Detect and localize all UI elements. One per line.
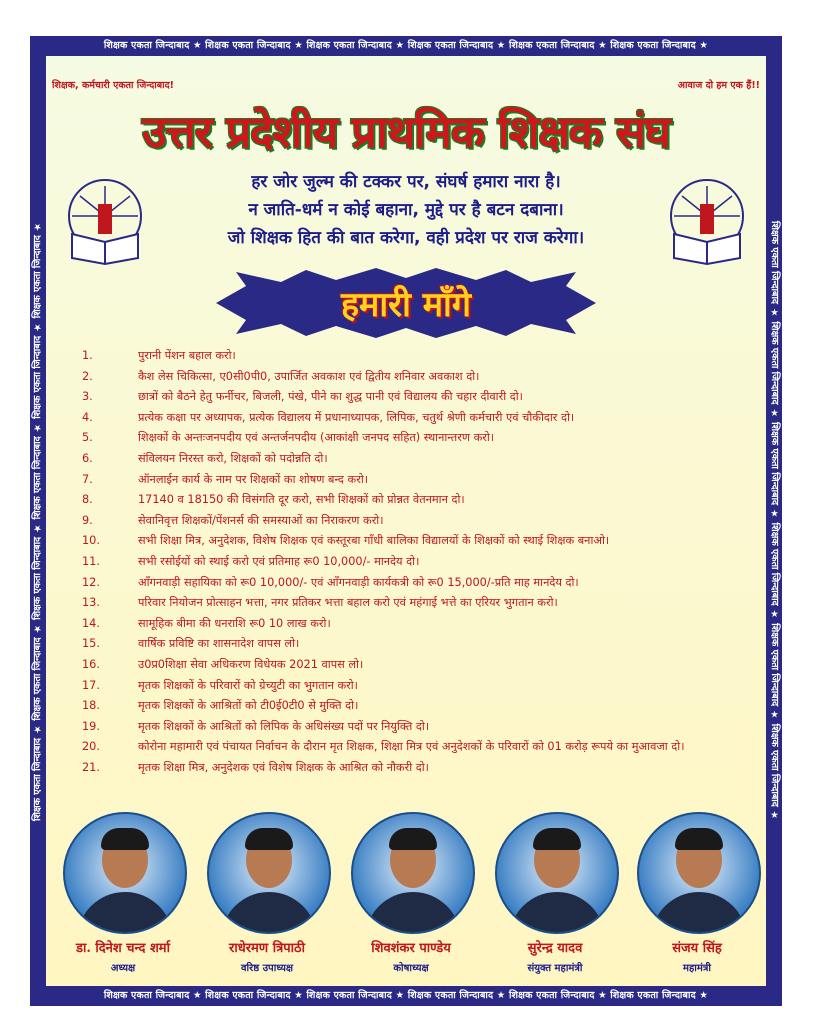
demand-item <box>82 531 752 552</box>
portrait-photo <box>207 812 331 934</box>
demand-item <box>82 758 752 779</box>
demand-number: 19. <box>82 719 100 733</box>
poster-frame <box>30 36 782 1006</box>
poster-title: उत्तर प्रदेशीय प्राथमिक शिक्षक संघ <box>142 107 670 158</box>
demand-number: 12. <box>82 575 100 589</box>
demand-text: सभी शिक्षा मित्र, अनुदेशक, विशेष शिक्षक एवं कस्तूरबा गाँधी बालिका विद्यालयों के शिक्षकों को स्थाई शिक्षक बनाओ। <box>138 534 610 548</box>
demand-number: 10. <box>82 534 100 548</box>
demand-item <box>82 449 752 470</box>
person-role: कोषाध्यक्ष <box>393 963 429 974</box>
demand-number: 3. <box>82 390 93 404</box>
demand-number: 21. <box>82 760 100 774</box>
demand-number: 15. <box>82 637 100 651</box>
portrait-photo <box>351 812 475 934</box>
demand-item <box>82 367 752 388</box>
border-top-text: शिक्षक एकता जिन्दाबाद ★ शिक्षक एकता जिन्दाबाद ★ शिक्षक एकता जिन्दाबाद ★ शिक्षक एकता जिन्दाबाद ★ शिक्षक एकता जिन्दाबाद ★ शिक्षक एकता जिन्दाबाद ★ <box>103 40 709 51</box>
person-name: शिवशंकर पाण्डेय <box>371 941 451 956</box>
demand-item <box>82 490 752 511</box>
slogan-line: न जाति-धर्म न कोई बहाना, मुद्दे पर है बटन दबाना। <box>248 200 564 220</box>
demand-item <box>82 593 752 614</box>
slogan-line: जो शिक्षक हित की बात करेगा, वही प्रदेश पर राज करेगा। <box>227 228 585 248</box>
union-logo-left <box>60 176 150 266</box>
demand-text: सभी रसोईयों को स्थाई करो एवं प्रतिमाह रू0 10,000/- मानदेय दो। <box>138 554 420 568</box>
demand-text: आँगनवाड़ी सहायिका को रू0 10,000/- एवं आँगनवाड़ी कार्यकत्री को रू0 15,000/-प्रति माह मानदेय दो। <box>138 575 579 589</box>
person-role: संयुक्त महामंत्री <box>527 963 583 974</box>
demand-item <box>82 346 752 367</box>
border-left-text: शिक्षक एकता जिन्दाबाद ★ शिक्षक एकता जिन्दाबाद ★ शिक्षक एकता जिन्दाबाद ★ शिक्षक एकता जिन्दाबाद ★ शिक्षक एकता जिन्दाबाद ★ शिक्षक एकता जिन्दाबाद ★ <box>32 220 43 822</box>
demand-item <box>82 552 752 573</box>
demand-number: 1. <box>82 349 93 362</box>
demand-item <box>82 676 752 697</box>
union-logo-right <box>662 176 752 266</box>
slogans <box>166 168 646 252</box>
person-name: सुरेन्द्र यादव <box>527 941 583 956</box>
demand-number: 13. <box>82 596 100 610</box>
demands-banner-text: हमारी माँगे <box>340 285 472 325</box>
tagline-left: शिक्षक, कर्मचारी एकता जिन्दाबाद! <box>52 80 175 91</box>
slogan-line: हर जोर जुल्म की टक्कर पर, संघर्ष हमारा नारा है। <box>251 172 561 192</box>
person-role: महामंत्री <box>683 963 711 974</box>
demand-number: 8. <box>82 493 93 507</box>
demand-text: प्रत्येक कक्षा पर अध्यापक, प्रत्येक विद्यालय में प्रधानाध्यापक, लिपिक, चतुर्थ श्रेणी कर्मचारी एवं चौकीदार दो। <box>138 410 575 424</box>
demand-item <box>82 737 752 758</box>
office-bearer <box>492 812 618 982</box>
office-bearer <box>204 812 330 982</box>
demand-item <box>82 387 752 408</box>
demand-text: कोरोना महामारी एवं पंचायत निर्वाचन के दौरान मृत शिक्षक, शिक्षा मित्र एवं अनुदेशकों के परिवारों को 01 करोड़ रूपये का मुआवजा दो। <box>138 740 685 754</box>
demand-text: ऑनलाईन कार्य के नाम पर शिक्षकों का शोषण बन्द करो। <box>138 472 369 486</box>
demand-text: शिक्षकों के अन्तःजनपदीय एवं अन्तर्जनपदीय (आकांक्षी जनपद सहित) स्थानान्तरण करो। <box>138 431 495 445</box>
demand-item <box>82 655 752 676</box>
demand-item <box>82 511 752 532</box>
portrait-photo <box>495 812 619 934</box>
demand-number: 14. <box>82 616 100 630</box>
tagline-right: आवाज दो हम एक हैं!! <box>677 80 760 91</box>
person-name: डा. दिनेश चन्द शर्मा <box>76 941 170 956</box>
person-name: संजय सिंह <box>672 941 722 956</box>
demand-item <box>82 717 752 738</box>
demand-number: 5. <box>82 431 93 445</box>
demands-list <box>82 346 752 778</box>
border-right-text: शिक्षक एकता जिन्दाबाद ★ शिक्षक एकता जिन्दाबाद ★ शिक्षक एकता जिन्दाबाद ★ शिक्षक एकता जिन्दाबाद ★ शिक्षक एकता जिन्दाबाद ★ शिक्षक एकता जिन्दाबाद ★ <box>769 220 780 822</box>
border-bottom-text: शिक्षक एकता जिन्दाबाद ★ शिक्षक एकता जिन्दाबाद ★ शिक्षक एकता जिन्दाबाद ★ शिक्षक एकता जिन्दाबाद ★ शिक्षक एकता जिन्दाबाद ★ शिक्षक एकता जिन्दाबाद ★ <box>103 990 709 1001</box>
portrait-photo <box>63 812 187 934</box>
demand-text: परिवार नियोजन प्रोत्साहन भत्ता, नगर प्रतिकर भत्ता बहाल करो एवं महंगाई भत्ते का एरियर भुगतान करो। <box>138 596 558 610</box>
demand-number: 4. <box>82 410 93 424</box>
demand-text: सेवानिवृत्त शिक्षकों/पेंशनर्स की समस्याओं का निराकरण करो। <box>138 513 384 527</box>
demand-text: 17140 व 18150 की विसंगति दूर करो, सभी शिक्षकों को प्रोन्नत वेतनमान दो। <box>138 493 465 507</box>
person-role: अध्यक्ष <box>110 963 136 974</box>
demand-text: सामूहिक बीमा की धनराशि रू0 10 लाख करो। <box>138 616 331 630</box>
demand-item <box>82 614 752 635</box>
demand-number: 16. <box>82 657 100 671</box>
demand-number: 9. <box>82 513 93 527</box>
demand-text: पुरानी पेंशन बहाल करो। <box>138 349 236 362</box>
demand-number: 6. <box>82 451 93 465</box>
demand-text: वार्षिक प्रविष्टि का शासनादेश वापस लो। <box>138 637 300 651</box>
office-bearer <box>60 812 186 982</box>
demand-text: कैश लेस चिकित्सा, ए0सी0पी0, उपार्जित अवकाश एवं द्वितीय शनिवार अवकाश दो। <box>138 369 480 383</box>
demand-number: 20. <box>82 740 100 754</box>
office-bearer <box>634 812 760 982</box>
person-name: राधेरमण त्रिपाठी <box>229 941 305 956</box>
office-bearers <box>60 812 760 982</box>
demand-item <box>82 428 752 449</box>
demand-number: 18. <box>82 699 100 713</box>
demand-number: 2. <box>82 369 93 383</box>
demand-text: छात्रों को बैठने हेतु फर्नीचर, बिजली, पंखे, पीने का शुद्ध पानी एवं विद्यालय की चहार दीवारी दो। <box>138 390 523 404</box>
demand-number: 17. <box>82 678 100 692</box>
demand-text: मृतक शिक्षकों के परिवारों को ग्रेच्युटी का भुगतान करो। <box>138 678 358 692</box>
demand-number: 7. <box>82 472 93 486</box>
demand-number: 11. <box>82 554 100 568</box>
portrait-photo <box>637 812 761 934</box>
demand-text: उ0प्र0शिक्षा सेवा अधिकरण विधेयक 2021 वापस लो। <box>138 657 364 671</box>
person-role: वरिष्ठ उपाध्यक्ष <box>240 963 294 974</box>
demand-item <box>82 696 752 717</box>
demand-item <box>82 573 752 594</box>
office-bearer <box>348 812 474 982</box>
poster-body <box>46 56 766 986</box>
demand-item <box>82 470 752 491</box>
demand-item <box>82 408 752 429</box>
demand-text: संविलयन निरस्त करो, शिक्षकों को पदोन्नति दो। <box>138 451 328 465</box>
demand-text: मृतक शिक्षकों के आश्रितों को टी0ई0टी0 से मुक्ति दो। <box>138 699 359 713</box>
demand-item <box>82 634 752 655</box>
demand-text: मृतक शिक्षकों के आश्रितों को लिपिक के अधिसंख्य पदों पर नियुक्ति दो। <box>138 719 430 733</box>
demand-text: मृतक शिक्षा मित्र, अनुदेशक एवं विशेष शिक्षक के आश्रित को नौकरी दो। <box>138 760 429 774</box>
